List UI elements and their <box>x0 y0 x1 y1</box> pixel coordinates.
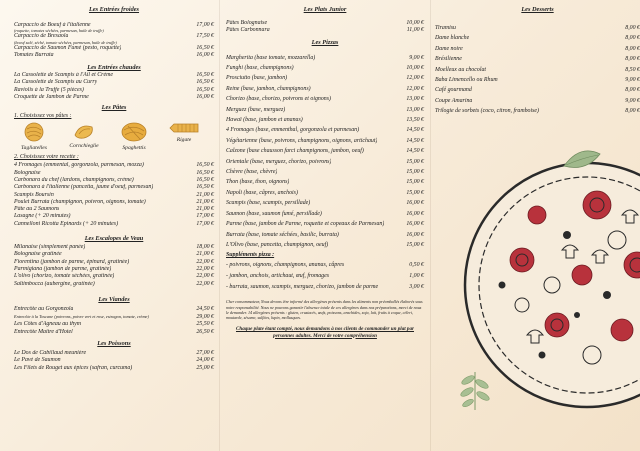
menu-item: Carpaccio de Saumon Fumé (pesto, roquette) 16,50 € <box>14 44 214 51</box>
menu-item: Végétarienne (base, poivrons, champignons, oignons, artichaut) 14,50 € <box>226 137 424 144</box>
menu-item: Merguez (base, merguez) 13,00 € <box>226 106 424 113</box>
menu-item: L'olivo (chorizo, tomate séchées, gratinée) 22,00 € <box>14 273 214 280</box>
allergen-note: Cher consommateur, Nous devons être informé des allergènes présents dans les aliments non préemballés élaborés sous notre responsabilité. Nous ne pouvons garantir l'absence totale de ces allergènes dans nos préparations, merci de nous le demander. 14 allergènes présents : gluten, crustacés, œufs, poissons, arachides, soja, lait, fruits à coque, céleri, moutarde, sésame, sulfites, lupin, mollusques. <box>226 299 423 320</box>
menu-item: Pâte au 2 Saumons 21,00 € <box>14 206 214 213</box>
section-title-desserts: Les Desserts <box>521 6 554 13</box>
menu-item: Parme (base, jambon de Parme, roquette et copeaux de Parmesan) 16,00 € <box>226 221 424 228</box>
menu-item: Carpaccio de Boeuf à l'italienne 17,00 € <box>14 22 214 28</box>
pasta-option: Spaghettis <box>114 121 154 151</box>
menu-item-description: (roquette, tomates séchées, parmesan, huile de truffe) <box>14 28 104 34</box>
menu-item: Chèvre (base, chèvre) 15,00 € <box>226 169 424 176</box>
menu-item: Bolognaise 16,50 € <box>14 169 214 176</box>
menu-item: Café gourmand 8,00 € <box>435 87 640 94</box>
menu-item: Croquette de Jambon de Parme 16,00 € <box>14 94 214 101</box>
menu-item: Saumon (base, saumon fumé, persillade) 16,00 € <box>226 210 424 217</box>
supplement-item: - jambon, anchois, artichaut, œuf, fromages 1,00 € <box>226 273 424 280</box>
menu-item: Le Pavé de Saumon 24,00 € <box>14 357 214 364</box>
menu-item: Margherita (base tomate, mozzarella) 9,00 € <box>226 54 424 61</box>
herb-sprig-icon <box>452 368 498 412</box>
menu-item: Milanaise (simplement panée) 18,00 € <box>14 244 214 251</box>
menu-item: Thon (base, thon, oignons) 15,00 € <box>226 179 424 186</box>
menu-item: Les Filets de Rouget aux épices (safran, curcuma) 25,00 € <box>14 364 214 371</box>
menu-item: Napoli (base, câpres, anchois) 15,00 € <box>226 189 424 196</box>
spaghetti-icon <box>120 121 148 143</box>
menu-item: Reine (base, jambon, champignons) 12,00 € <box>226 85 424 92</box>
section-title-pizzas: Les Pizzas <box>311 38 339 46</box>
section-title-escalopes: Les Escalopes de Veau <box>84 235 144 243</box>
menu-item: Hawaï (base, jambon et ananas) 13,50 € <box>226 117 424 124</box>
menu-item: Tomates Burrata 16,00 € <box>14 51 214 58</box>
supplement-item: - burrata, saumon, scampis, merguez, chorizo, jambon de parme 3,00 € <box>226 284 424 291</box>
pasta-option: Tagliatelles <box>14 121 54 151</box>
menu-item: Carbonara à l'italienne (pancetta, jaune d'oeuf, parmesan) 16,50 € <box>14 184 214 191</box>
menu-item: Burrata (base, tomate séchées, basilic, burrata) 16,00 € <box>226 231 424 238</box>
menu-item: Baba Limencello ou Rhum 9,00 € <box>435 77 640 84</box>
menu-item: Pâtes Carbonnara 11,00 € <box>226 27 424 34</box>
menu-item-description: (boeuf salé, séché, tomate séchées, parmesan, huile de truffe) <box>14 39 117 45</box>
basil-leaf-icon <box>562 148 602 170</box>
menu-item: 4 Fromages (emmental, gorgonzola, parmesan, mozza) 16,50 € <box>14 162 214 169</box>
section-title-entrees-chaudes: Les Entrées chaudes <box>87 64 141 72</box>
section-title-pates: Les Pâtes <box>101 104 127 112</box>
menu-item: Poulet Burrata (champignon, poivron, oignons, tomate) 21,00 € <box>14 198 214 205</box>
menu-item: Carpaccio de Bresaola 17,50 € <box>14 33 214 40</box>
menu-item: Tiramisu 8,00 € <box>435 25 640 31</box>
supplement-item: - poivrons, oignons, champignons, ananas, câpres 0,50 € <box>226 262 424 269</box>
pasta-step-2: 2. Choisissez votre recette : <box>14 154 79 161</box>
menu-item: Scampis (base, scampis, persillade) 16,00 € <box>226 200 424 207</box>
left-column <box>14 0 214 372</box>
menu-item: Calzone (base chausson farci champignons, jambon, oeuf) 14,50 € <box>226 148 424 155</box>
section-title-junior: Les Plats Junior <box>303 6 347 13</box>
menu-item: 4 Fromages (base, emmenthal, gorgonzola et parmesan) 14,50 € <box>226 127 424 134</box>
menu-item: Saltimbocca (aubergine, gratinée) 22,00 € <box>14 280 214 287</box>
conchiglie-icon <box>72 121 96 141</box>
middle-column <box>226 0 424 339</box>
menu-item: Le Dos de Cabillaud meunière 27,00 € <box>14 350 214 357</box>
menu-item: Moelleux au chocolat 8,50 € <box>435 66 640 73</box>
menu-item: Raviolis à la Truffe (5 pièces) 16,50 € <box>14 86 214 93</box>
menu-item: Pâtes Bolognaise 10,00 € <box>226 20 424 26</box>
menu-item: Scampis Boursin 21,00 € <box>14 191 214 198</box>
column-fold-1 <box>219 0 220 451</box>
menu-item: Bolognaise gratinée 21,00 € <box>14 251 214 258</box>
pasta-option: Cornchieglie <box>64 121 104 151</box>
menu-item: Entrecôte à la Toscane (poivrons, poivre vert et rose, estragon, tomate, crème) 29,00 € <box>14 314 214 321</box>
menu-item: Funghi (base, champignons) 10,00 € <box>226 65 424 71</box>
menu-item: Lasagne (+ 20 minutes) 17,00 € <box>14 213 214 220</box>
footer-note: Chaque plate étant compté, nous demandons à nos clients de commander un plat par personnes adultes. Merci de votre compréhension <box>235 326 414 339</box>
menu-item: Trilogie de sorbets (coco, citron, framboise) 8,00 € <box>435 108 640 115</box>
menu-item: Coupe Amarina 9,00 € <box>435 97 640 104</box>
menu-item: Fiorentina (jambon de parme, épinard, gratinée) 22,00 € <box>14 258 214 265</box>
section-title-entrees-froides: Les Entrées froides <box>88 6 140 13</box>
supplements-title: Suppléments pizza : <box>226 252 275 259</box>
pasta-step-1: 1. Choisissez vos pâtes : <box>14 113 72 120</box>
menu-item: Les Côtes d'Agneau au thym 25,50 € <box>14 321 214 328</box>
menu-item: Dame blanche 8,00 € <box>435 35 640 42</box>
menu-item: La Cassolette de Scampis au Curry 16,50 € <box>14 79 214 86</box>
column-fold-2 <box>430 0 431 451</box>
pasta-option: Rigate <box>164 121 204 151</box>
menu-item: Dame noire 8,00 € <box>435 45 640 52</box>
tagliatelle-icon <box>23 121 45 143</box>
rigate-icon <box>168 121 200 135</box>
menu-item: Prosciutto (base, jambon) 12,00 € <box>226 75 424 82</box>
menu-item: Parmigiana (jambon de parme, gratinée) 22,00 € <box>14 265 214 272</box>
pasta-choices <box>14 121 204 151</box>
menu-item: Entrecôte Maitre d'Hotel 26,50 € <box>14 328 214 335</box>
menu-item: L'Olivo (base, pancetta, champignon, oeuf) 15,00 € <box>226 241 424 248</box>
menu-item: Carbonara du chef (lardons, champignons, crème) 16,50 € <box>14 176 214 183</box>
menu-item: Chorizo (base, chorizo, poivrons et oignons) 13,00 € <box>226 96 424 103</box>
menu-item: Orientale (base, merguez, chorizo, poivrons) 15,00 € <box>226 158 424 165</box>
menu-item: Cannelloni Ricotta Epinards (+ 20 minutes) 17,00 € <box>14 220 214 227</box>
right-column <box>435 0 640 117</box>
menu-item: Brésilienne 8,00 € <box>435 56 640 63</box>
menu-item: Entrecôte au Gorgonzola 24,50 € <box>14 305 214 312</box>
section-title-viandes: Les Viandes <box>98 295 130 303</box>
section-title-poissons: Les Poissons <box>97 340 131 348</box>
menu-item: La Cassolette de Scampis à l'Ail et Crème 16,50 € <box>14 72 214 79</box>
